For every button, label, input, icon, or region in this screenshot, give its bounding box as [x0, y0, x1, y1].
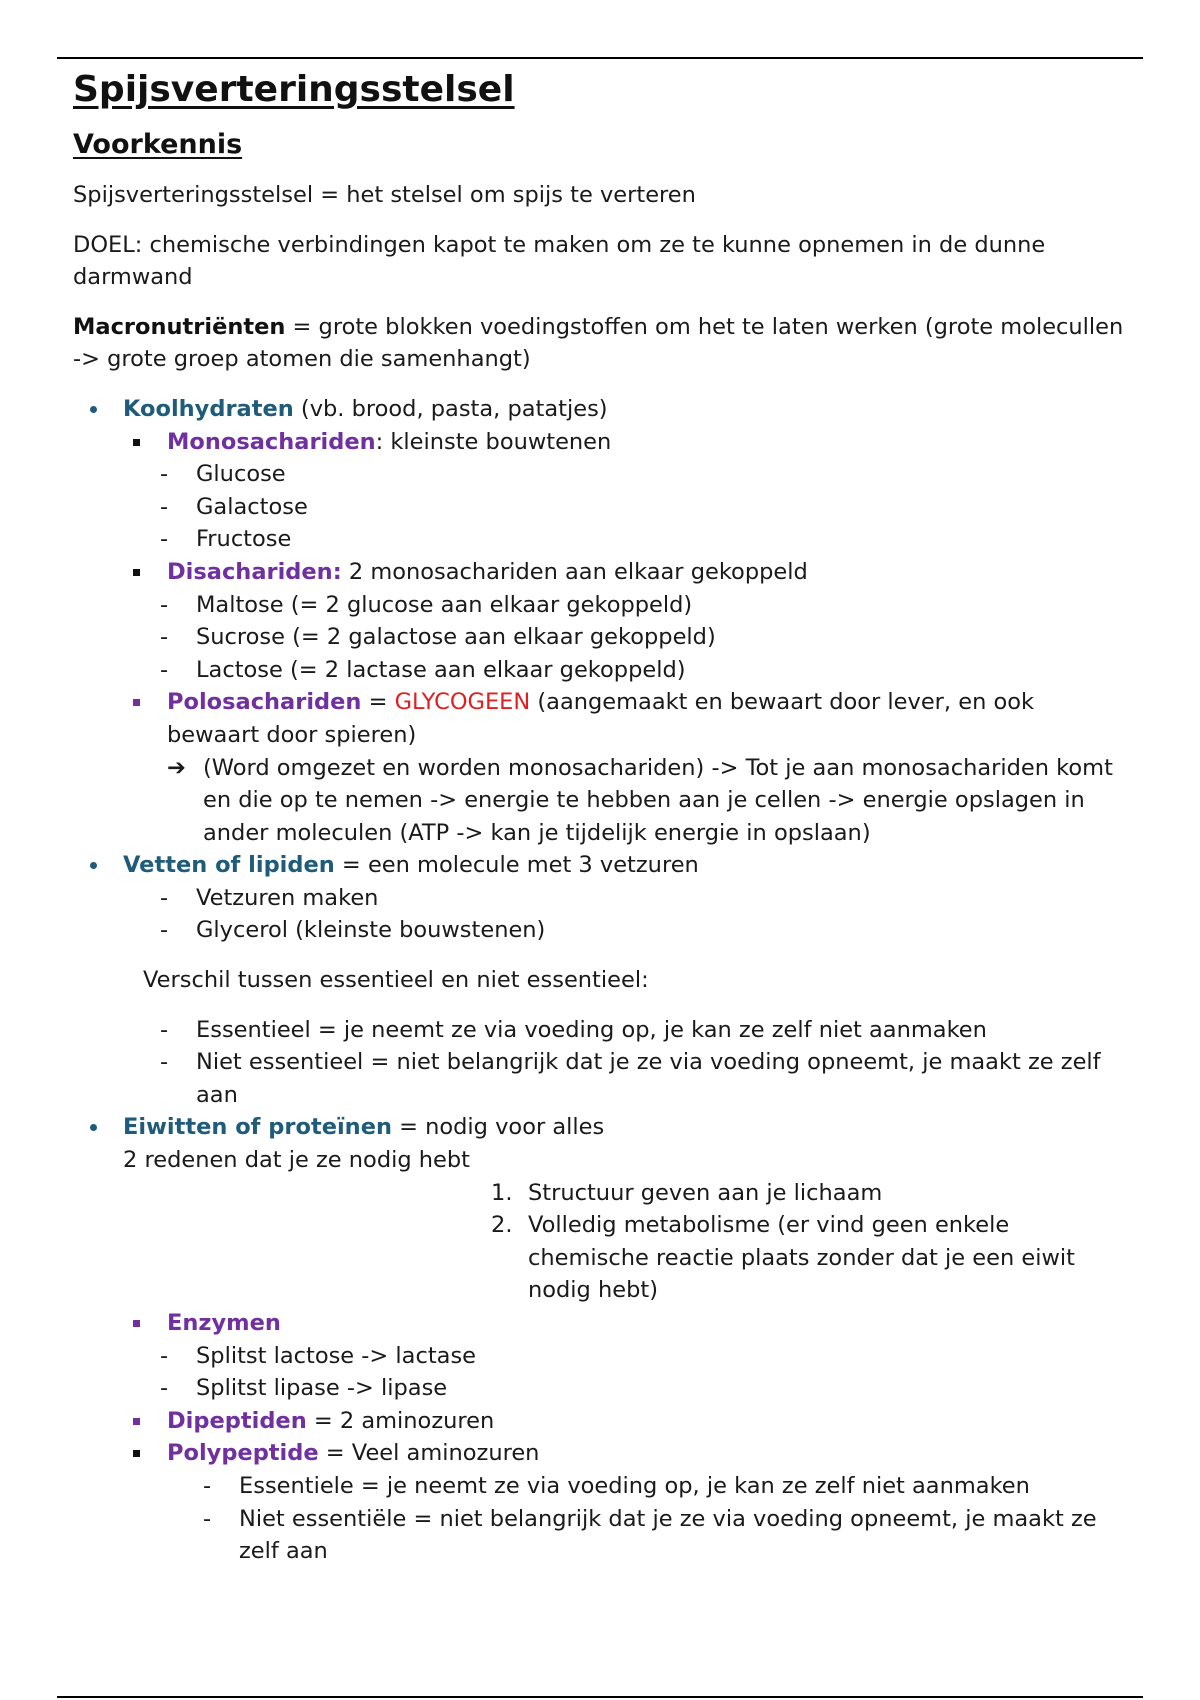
polypeptide-term: Polypeptide [167, 1440, 319, 1467]
koolhydraten-desc: (vb. brood, pasta, patatjes) [293, 395, 608, 422]
bullet-vetten [73, 849, 1133, 882]
eiwitten-term: Eiwitten of proteïnen [123, 1114, 392, 1141]
bottom-rule [57, 1696, 1143, 1698]
document-page [73, 64, 1133, 1568]
koolhydraten-term: Koolhydraten [123, 395, 294, 422]
polosachariden-term: Polosachariden [167, 689, 362, 716]
difference-heading: Verschil tussen essentieel en niet essentieel: [143, 967, 649, 994]
bullet-dot [90, 1124, 97, 1131]
vetten-term: Vetten of lipiden [123, 852, 335, 879]
bullet-square [133, 699, 140, 706]
list-item: - Splitst lactose -> lactase [160, 1342, 477, 1369]
list-item: - Galactose [160, 493, 308, 520]
arrow-note [73, 752, 1133, 850]
polypeptide-desc: = Veel aminozuren [318, 1440, 540, 1467]
list-item: - Lactose (= 2 lactase aan elkaar gekoppeld) [160, 656, 686, 683]
monosachariden-term: Monosachariden [167, 428, 376, 455]
enzymen-term: Enzymen [167, 1310, 281, 1336]
section-heading-voorkennis: Voorkennis [73, 129, 243, 160]
bullet-dipeptiden [73, 1405, 1133, 1438]
definition-text: Spijsverteringsstelsel = het stelsel om spijs te verteren [73, 182, 696, 208]
bullet-square [133, 1450, 140, 1457]
top-rule [57, 57, 1143, 59]
bullet-dot [90, 406, 97, 413]
bullet-square [133, 569, 140, 576]
list-item: - Maltose (= 2 glucose aan elkaar gekoppeld) [160, 591, 693, 618]
numbered-item: 2. Volledig metabolisme (er vind geen enkele chemische reactie plaats zonder dat je een eiwit nodig hebt) [491, 1212, 1075, 1304]
arrow-note-text: (Word omgezet en worden monosachariden) -> Tot je aan monosachariden komt en die op te nemen -> energie te hebben aan je cellen -> energie opslagen in ander moleculen (ATP -> kan je tijdelijk energie in opslaan) [203, 754, 1113, 846]
bullet-square [133, 1418, 140, 1425]
list-item: - Essentiele = je neemt ze via voeding op, je kan ze zelf niet aanmaken [203, 1472, 1030, 1499]
list-item: - Splitst lipase -> lipase [160, 1375, 448, 1402]
arrow-icon: ➔ [167, 754, 186, 781]
monosachariden-desc: : kleinste bouwtenen [375, 428, 612, 455]
disachariden-desc: 2 monosachariden aan elkaar gekoppeld [341, 558, 808, 585]
bullet-disachariden [73, 556, 1133, 589]
list-item: - Glycerol (kleinste bouwstenen) [160, 917, 546, 944]
disachariden-term: Disachariden: [167, 558, 342, 585]
list-item: - Vetzuren maken [160, 884, 379, 911]
list-item: - Niet essentiële = niet belangrijk dat je ze via voeding opneemt, je maakt ze zelf aan [203, 1505, 1097, 1565]
list-item: - Sucrose (= 2 galactose aan elkaar gekoppeld) [160, 624, 716, 651]
macronutrients-desc: = grote blokken voedingstoffen om het te laten werken (grote molecullen -> grote groep atomen die samenhangt) [73, 313, 1124, 373]
list-item: - Essentieel = je neemt ze via voeding op, je kan ze zelf niet aanmaken [160, 1016, 987, 1043]
polosachariden-desc: (aangemaakt en bewaart door lever, en ook bewaart door spieren) [167, 689, 1035, 748]
list-item: - Niet essentieel = niet belangrijk dat je ze via voeding opneemt, je maakt ze zelf aan [160, 1049, 1101, 1108]
glycogeen-highlight: GLYCOGEEN [394, 689, 531, 716]
macronutrients-text [73, 311, 1133, 376]
dipeptiden-desc: = 2 aminozuren [306, 1407, 495, 1434]
page-title: Spijsverteringsstelsel [73, 69, 515, 110]
bullet-monosachariden [73, 426, 1133, 459]
bullet-koolhydraten [73, 393, 1133, 426]
numbered-item: 1. Structuur geven aan je lichaam [491, 1179, 883, 1206]
bullet-square [133, 1320, 140, 1327]
goal-text: DOEL: chemische verbindingen kapot te maken om ze te kunne opnemen in de dunne darmwand [73, 231, 1046, 291]
bullet-enzymen [73, 1307, 1133, 1340]
bullet-square [133, 439, 140, 446]
bullet-dot [90, 862, 97, 869]
bullet-polypeptide [73, 1437, 1133, 1470]
dipeptiden-term: Dipeptiden [167, 1407, 307, 1434]
list-item: - Fructose [160, 526, 292, 553]
list-item: - Glucose [160, 461, 286, 488]
bullet-eiwitten [73, 1111, 1133, 1144]
bullet-polosachariden: Polosachariden = GLYCOGEEN (aangemaakt en bewaart door lever, en ook bewaart door spieren) [73, 686, 1133, 751]
macronutrients-term: Macronutriënten [73, 313, 286, 340]
reasons-intro: 2 redenen dat je ze nodig hebt [123, 1147, 471, 1174]
vetten-desc: = een molecule met 3 vetzuren [334, 852, 699, 879]
eiwitten-desc: = nodig voor alles [391, 1114, 605, 1141]
